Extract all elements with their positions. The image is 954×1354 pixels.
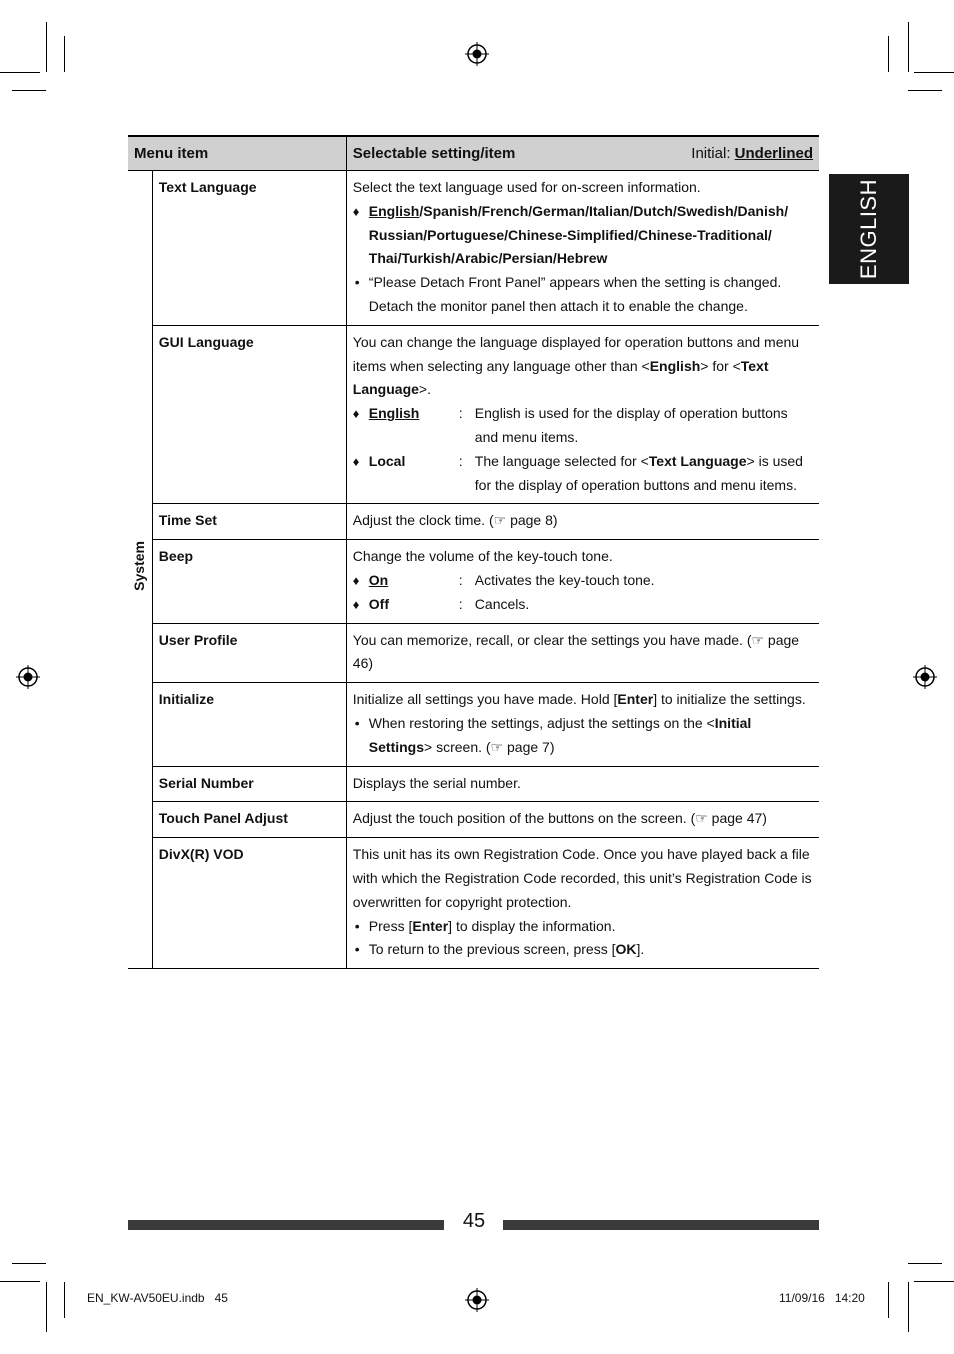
item-name: DivX(R) VOD — [152, 838, 346, 969]
table-row-divx-vod — [128, 838, 819, 969]
note-bold: Enter — [412, 917, 449, 934]
language-tab-label: ENGLISH — [856, 178, 881, 280]
table-row-touch-panel-adjust — [128, 802, 819, 838]
desc-part: > is used for the display of operation buttons and menu items. — [474, 452, 803, 493]
crop-mark — [908, 1282, 909, 1332]
intro-part: > for < — [700, 357, 741, 374]
note-text — [353, 938, 813, 962]
option-separator: : — [458, 571, 463, 588]
note-bold: OK — [615, 941, 637, 958]
intro-text — [353, 688, 813, 712]
header-setting-label: Selectable setting/item — [352, 144, 516, 162]
option-on — [353, 569, 813, 593]
table-row-beep — [128, 540, 819, 623]
crop-mark — [0, 72, 40, 73]
option-separator: : — [458, 405, 463, 422]
option-desc: Activates the key-touch tone. — [474, 571, 655, 588]
desc-bold: Text Language — [648, 452, 747, 469]
option-desc: Cancels. — [474, 595, 530, 612]
item-description — [346, 325, 819, 504]
crop-mark — [0, 1281, 40, 1282]
item-description — [346, 683, 819, 766]
note-bold: Initial Settings — [368, 714, 752, 755]
header-initial-value: Underlined — [734, 144, 813, 162]
group-cell-system — [128, 171, 152, 969]
option-desc: English is used for the display of operation buttons and menu items. — [474, 405, 788, 445]
intro-text: Change the volume of the key-touch tone. — [352, 548, 613, 565]
table-row-text-language — [128, 171, 819, 326]
table-header — [128, 136, 819, 171]
note-text — [353, 915, 813, 939]
note-text — [353, 712, 813, 760]
note-text: • “Please Detach Front Panel” appears when the setting is changed. Detach the monitor panel then attach it to enable the change. — [353, 271, 813, 319]
note-part: Press [ — [368, 917, 413, 934]
header-initial-label: Initial: — [691, 144, 731, 162]
option-default: English — [368, 202, 420, 219]
note-part: When restoring the settings, adjust the settings on the < — [368, 714, 715, 731]
slug-date: 11/09/16 14:20 — [779, 1291, 865, 1305]
group-label: System — [131, 540, 147, 591]
crop-mark — [908, 1263, 942, 1264]
registration-mark-icon — [913, 665, 937, 689]
item-description: You can memorize, recall, or clear the settings you have made. (☞ page 46) — [346, 623, 819, 683]
item-name: Serial Number — [152, 766, 346, 802]
option-list — [353, 200, 813, 271]
note-part: > screen. (☞ page 7) — [424, 738, 555, 755]
settings-table — [128, 135, 819, 969]
item-name: Initialize — [152, 683, 346, 766]
option-key: ♦ Local — [353, 450, 459, 498]
intro-text — [353, 331, 813, 402]
crop-mark — [888, 36, 889, 72]
crop-mark — [64, 1282, 65, 1318]
note-part: ] to display the information. — [448, 917, 616, 934]
item-description — [346, 171, 819, 326]
footer-bar-left — [128, 1220, 444, 1230]
registration-mark-icon — [465, 1288, 489, 1312]
crop-mark — [888, 1282, 889, 1318]
option-off — [353, 593, 813, 617]
page-number: 45 — [462, 1210, 486, 1232]
item-name: User Profile — [152, 623, 346, 683]
item-name: GUI Language — [152, 325, 346, 504]
item-name: Beep — [152, 540, 346, 623]
intro-part: You can change the language displayed for operation buttons and menu items when selecting any language other than < — [352, 333, 800, 374]
crop-mark — [908, 90, 942, 91]
intro-bold: Text Language — [352, 357, 769, 398]
option-others: /Spanish/French/German/Italian/Dutch/Swedish/Danish/ Russian/Portuguese/Chinese-Simplified/Chinese-Traditional/ Thai/Turkish/Arabic/Persian/Hebrew — [368, 202, 789, 267]
intro-text: Select the text language used for on-screen information. — [352, 179, 701, 195]
intro-bold: English — [649, 357, 701, 374]
header-setting — [346, 136, 819, 171]
header-initial — [691, 142, 813, 166]
option-separator: : — [458, 452, 463, 469]
registration-mark-icon — [16, 665, 40, 689]
desc-part: The language selected for < — [474, 452, 649, 469]
footer-bar-right — [503, 1220, 819, 1230]
option-separator: : — [458, 595, 463, 612]
intro-part: ] to initialize the settings. — [653, 691, 806, 708]
note-part: To return to the previous screen, press [ — [368, 941, 616, 958]
table-row-gui-language — [128, 325, 819, 504]
item-description — [346, 838, 819, 969]
intro-text: This unit has its own Registration Code. Once you have played back a file with which the Registration Code recorded, this unit’s Registration Code is overwritten for copyright protection. — [352, 846, 812, 910]
note-part: ]. — [636, 941, 645, 958]
table-row-serial-number — [128, 766, 819, 802]
option-key: ♦ Off — [353, 593, 459, 617]
intro-part: Initialize all settings you have made. Hold [ — [352, 691, 618, 708]
option-key: On — [368, 571, 389, 588]
option-desc — [475, 450, 813, 498]
item-name: Time Set — [152, 504, 346, 540]
crop-mark — [908, 22, 909, 72]
header-menu-item: Menu item — [128, 136, 346, 171]
intro-part: >. — [418, 381, 431, 398]
crop-mark — [12, 90, 46, 91]
item-name: Touch Panel Adjust — [152, 802, 346, 838]
item-description — [346, 540, 819, 623]
language-tab — [829, 174, 909, 284]
item-description: Adjust the clock time. (☞ page 8) — [346, 504, 819, 540]
crop-mark — [46, 1282, 47, 1332]
table-row-time-set — [128, 504, 819, 540]
slug-file: EN_KW-AV50EU.indb 45 — [87, 1291, 228, 1305]
option-english — [353, 402, 813, 450]
item-description: Displays the serial number. — [346, 766, 819, 802]
item-description: Adjust the touch position of the buttons on the screen. (☞ page 47) — [346, 802, 819, 838]
crop-mark — [46, 22, 47, 72]
crop-mark — [64, 36, 65, 72]
table-row-initialize — [128, 683, 819, 766]
crop-mark — [12, 1263, 46, 1264]
crop-mark — [914, 72, 954, 73]
registration-mark-icon — [465, 42, 489, 66]
table-row-user-profile — [128, 623, 819, 683]
item-name: Text Language — [152, 171, 346, 326]
intro-bold: Enter — [617, 691, 654, 708]
crop-mark — [914, 1281, 954, 1282]
option-key: English — [368, 405, 420, 422]
option-local — [353, 450, 813, 498]
